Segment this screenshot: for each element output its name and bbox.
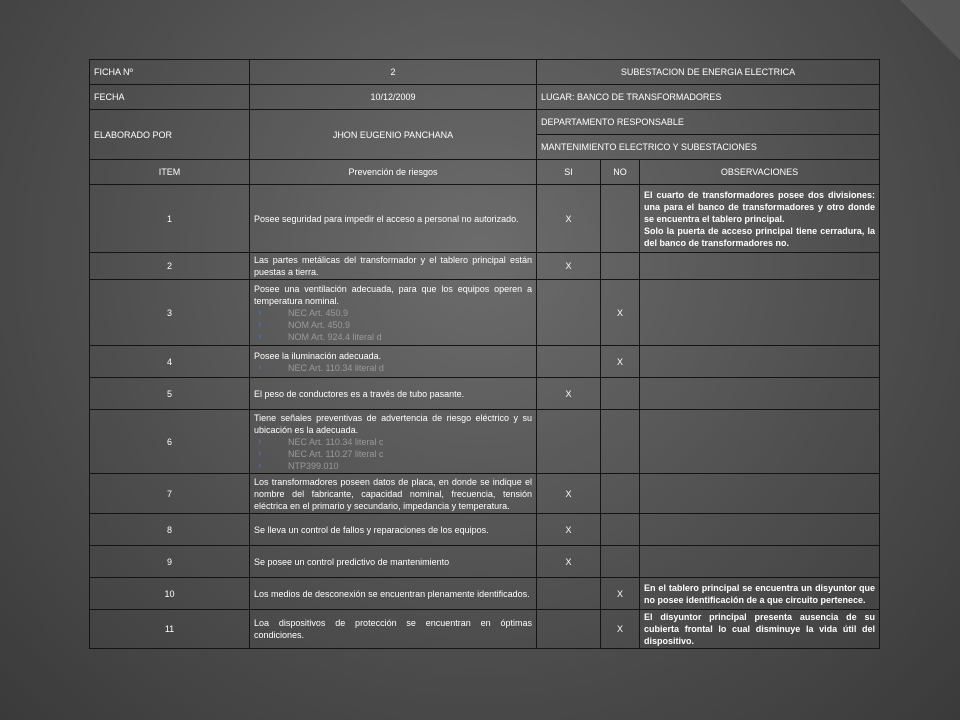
ficha-value: 2 <box>250 60 537 85</box>
row-si-mark <box>537 410 601 474</box>
row-si-mark: X <box>537 514 601 546</box>
table-row <box>90 514 880 546</box>
lugar-value: LUGAR: BANCO DE TRANSFORMADORES <box>537 85 880 110</box>
row-no-mark <box>601 378 640 410</box>
row-prevencion-text: Loa dispositivos de protección se encuentran en óptimas condiciones. <box>254 618 532 640</box>
row-si-mark: X <box>537 378 601 410</box>
chevron-right-icon: › <box>258 306 262 318</box>
elaborado-value: JHON EUGENIO PANCHANA <box>250 110 537 160</box>
row-observaciones <box>640 378 880 410</box>
row-observaciones <box>640 185 880 253</box>
table-row <box>90 546 880 578</box>
column-header-row <box>90 160 880 185</box>
header-row-fecha <box>90 85 880 110</box>
row-prevencion <box>250 546 537 578</box>
row-prevencion <box>250 346 537 378</box>
row-observaciones <box>640 410 880 474</box>
document-title: SUBESTACION DE ENERGIA ELECTRICA <box>537 60 880 85</box>
chevron-right-icon: › <box>258 330 262 342</box>
column-observaciones: OBSERVACIONES <box>640 160 880 185</box>
row-item-number: 2 <box>90 253 250 280</box>
row-prevencion-text: Se lleva un control de fallos y reparaciones de los equipos. <box>254 524 489 535</box>
row-item-number: 11 <box>90 610 250 649</box>
reference-text: NEC Art. 110.27 literal c <box>288 448 384 459</box>
fecha-label: FECHA <box>90 85 250 110</box>
row-prevencion <box>250 474 537 514</box>
header-row-elaborado <box>90 110 880 135</box>
column-item: ITEM <box>90 160 250 185</box>
row-item-number: 4 <box>90 346 250 378</box>
row-observaciones-text: El disyuntor principal presenta ausencia de su cubierta frontal lo cual disminuye la vida útil del dispositivo. <box>644 612 875 646</box>
row-no-mark <box>601 253 640 280</box>
reference-text: NTP399.010 <box>288 460 339 471</box>
row-si-mark: X <box>537 185 601 253</box>
row-item-number: 1 <box>90 185 250 253</box>
inspection-table <box>89 59 880 649</box>
row-prevencion-text: Se posee un control predictivo de mantenimiento <box>254 556 450 567</box>
row-prevencion <box>250 280 537 346</box>
table-row <box>90 253 880 280</box>
reference-item <box>258 331 532 343</box>
row-no-mark <box>601 546 640 578</box>
rows-body <box>90 185 880 649</box>
reference-list <box>254 307 532 343</box>
row-prevencion-text: Posee seguridad para impedir el acceso a personal no autorizado. <box>254 213 519 224</box>
row-item-number: 5 <box>90 378 250 410</box>
reference-list <box>254 362 532 374</box>
row-no-mark: X <box>601 610 640 649</box>
reference-item <box>258 436 532 448</box>
table-row <box>90 474 880 514</box>
header-row-ficha <box>90 60 880 85</box>
chevron-right-icon: › <box>258 361 262 373</box>
ficha-label: FICHA Nº <box>90 60 250 85</box>
row-prevencion <box>250 578 537 610</box>
row-item-number: 9 <box>90 546 250 578</box>
chevron-right-icon: › <box>258 459 262 471</box>
row-no-mark: X <box>601 346 640 378</box>
row-item-number: 8 <box>90 514 250 546</box>
row-observaciones <box>640 346 880 378</box>
table-row <box>90 610 880 649</box>
column-si: SI <box>537 160 601 185</box>
reference-text: NOM Art. 450.9 <box>288 319 351 330</box>
reference-text: NEC Art. 110.34 literal c <box>288 436 384 447</box>
row-no-mark: X <box>601 280 640 346</box>
row-observaciones <box>640 578 880 610</box>
row-no-mark: X <box>601 578 640 610</box>
departamento-label: DEPARTAMENTO RESPONSABLE <box>537 110 880 135</box>
row-no-mark <box>601 474 640 514</box>
row-no-mark <box>601 514 640 546</box>
reference-text: NEC Art. 450.9 <box>288 307 349 318</box>
corner-decoration <box>900 0 960 60</box>
column-no: NO <box>601 160 640 185</box>
row-prevencion <box>250 610 537 649</box>
column-prevencion: Prevención de riesgos <box>250 160 537 185</box>
reference-item <box>258 307 532 319</box>
row-item-number: 10 <box>90 578 250 610</box>
table-row <box>90 378 880 410</box>
elaborado-label: ELABORADO POR <box>90 110 250 160</box>
chevron-right-icon: › <box>258 447 262 459</box>
row-prevencion-text: Los medios de desconexión se encuentran plenamente identificados. <box>254 588 530 599</box>
row-si-mark <box>537 578 601 610</box>
departamento-value: MANTENIMIENTO ELECTRICO Y SUBESTACIONES <box>537 135 880 160</box>
row-item-number: 6 <box>90 410 250 474</box>
table-row <box>90 578 880 610</box>
reference-item <box>258 362 532 374</box>
row-no-mark <box>601 410 640 474</box>
row-prevencion-text: Posee la iluminación adecuada. <box>254 350 382 361</box>
fecha-value: 10/12/2009 <box>250 85 537 110</box>
row-prevencion-text: El peso de conductores es a través de tubo pasante. <box>254 388 465 399</box>
chevron-right-icon: › <box>258 318 262 330</box>
row-prevencion <box>250 253 537 280</box>
row-observaciones <box>640 610 880 649</box>
row-no-mark <box>601 185 640 253</box>
row-prevencion-text: Posee una ventilación adecuada, para que los equipos operen a temperatura nominal. <box>254 283 532 306</box>
row-prevencion-text: Tiene señales preventivas de advertencia de riesgo eléctrico y su ubicación es la adecuada. <box>254 412 532 435</box>
reference-item <box>258 460 532 472</box>
table-row <box>90 280 880 346</box>
reference-text: NOM Art. 924.4 literal d <box>288 331 382 342</box>
reference-text: NEC Art. 110.34 literal d <box>288 362 384 373</box>
row-observaciones <box>640 514 880 546</box>
row-si-mark <box>537 346 601 378</box>
row-item-number: 7 <box>90 474 250 514</box>
chevron-right-icon: › <box>258 435 262 447</box>
row-si-mark <box>537 610 601 649</box>
row-si-mark <box>537 280 601 346</box>
reference-item <box>258 448 532 460</box>
row-observaciones-text: En el tablero principal se encuentra un disyuntor que no posee identificación de a que circuito pertenece. <box>644 582 875 605</box>
row-observaciones <box>640 546 880 578</box>
row-si-mark: X <box>537 546 601 578</box>
row-si-mark: X <box>537 474 601 514</box>
reference-list <box>254 436 532 472</box>
row-prevencion <box>250 514 537 546</box>
row-prevencion <box>250 378 537 410</box>
reference-item <box>258 319 532 331</box>
table-row <box>90 346 880 378</box>
row-item-number: 3 <box>90 280 250 346</box>
table-row <box>90 410 880 474</box>
row-observaciones <box>640 253 880 280</box>
row-si-mark: X <box>537 253 601 280</box>
row-observaciones-text: El cuarto de transformadores posee dos divisiones: una para el banco de transformadores y otro donde se encuentra el tablero principal. <box>644 189 875 224</box>
row-observaciones <box>640 474 880 514</box>
row-observaciones <box>640 280 880 346</box>
table-row <box>90 185 880 253</box>
row-observaciones-text-2: Solo la puerta de acceso principal tiene cerradura, la del banco de transformadores no. <box>644 225 875 248</box>
row-prevencion <box>250 185 537 253</box>
row-prevencion-text: Las partes metálicas del transformador y el tablero principal están puestas a tierra. <box>254 255 532 277</box>
row-prevencion <box>250 410 537 474</box>
row-prevencion-text: Los transformadores poseen datos de placa, en donde se indique el nombre del fabricante, capacidad nominal, frecuencia, tensión eléctrica en el primario y secundario, impedancia y temperatura. <box>254 476 532 511</box>
